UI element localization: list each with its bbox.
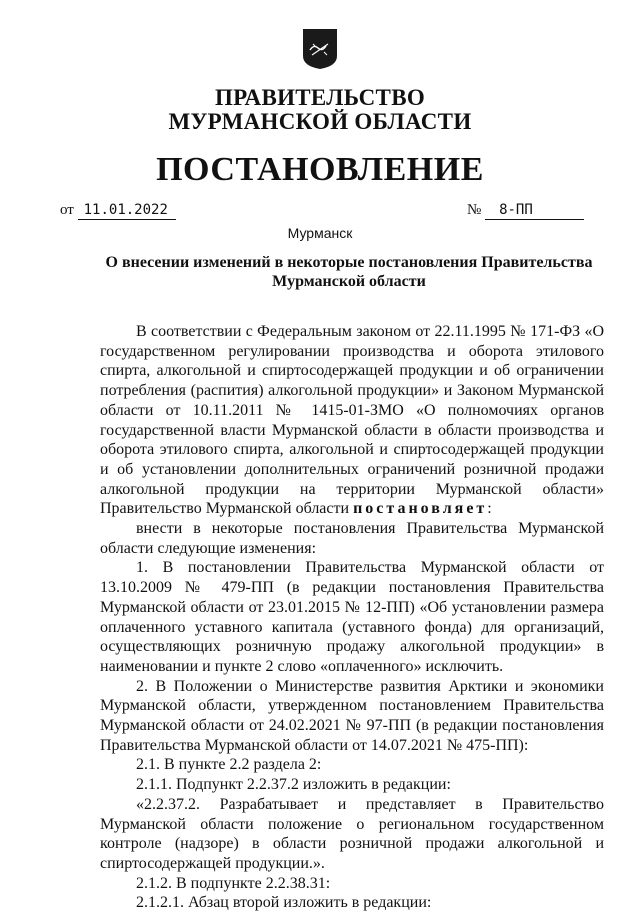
body-paragraph-9: 2.1.2.1. Абзац второй изложить в редакции:	[136, 894, 432, 912]
date-line	[60, 201, 176, 220]
body-paragraph-8: 2.1.2. В подпункте 2.2.38.31:	[136, 874, 331, 892]
body-paragraph-7: «2.2.37.2. Разрабатывает и представляет в Правительство Мурманской области положение о региональном государственном контроле (надзоре) в области розничной продажи алкогольной и спиртосодержащей продукции.».	[100, 795, 604, 872]
number-line	[467, 201, 584, 220]
coat-of-arms-emblem	[302, 28, 338, 70]
document-number: 8-ПП	[485, 201, 584, 220]
body-paragraph-5: 2.1. В пункте 2.2 раздела 2:	[136, 756, 322, 774]
body-paragraph-4: 2. В Положении о Министерстве развития Арктики и экономики Мурманской области, утвержденном постановлением Правительства Мурманской области от 24.02.2021 № 97-ПП (в редакции постановления Правительства Мурманской области от 14.07.2021 № 475-ПП):	[100, 677, 604, 754]
body-paragraph-2: внести в некоторые постановления Правительства Мурманской области следующие изменения:	[100, 520, 604, 557]
date-prefix: от	[60, 202, 74, 218]
body-paragraph-3: 1. В постановлении Правительства Мурманской области от 13.10.2009 № 479-ПП (в редакции постановления Правительства Мурманской области от 23.01.2015 № 12-ПП) «Об установлении размера оплаченного уставного капитала (уставного фонда) для организаций, осуществляющих розничную продажу алкогольной продукции» в наименовании и пункте 2 слово «оплаченного» исключить.	[100, 559, 604, 675]
body-paragraph-1: В соответствии с Федеральным законом от 22.11.1995 № 171-ФЗ «О государственном регулировании производства и оборота этилового спирта, алкогольной и спиртосодержащей продукции и об ограничении потребления (распития) алкогольной продукции» и Законом Мурманской области от 10.11.2011 № 1415-01-ЗМО «О полномочиях органов государственной власти Мурманской области в области производства и оборота этилового спирта, алкогольной и спиртосодержащей продукции и об установлении дополнительных ограничений розничной продажи алкогольной продукции на территории Мурманской области» Правительство Мурманской области постановляет:	[100, 323, 604, 518]
city-name: Мурманск	[287, 225, 353, 241]
document-body	[100, 322, 604, 913]
body-paragraph-6: 2.1.1. Подпункт 2.2.37.2 изложить в редакции:	[136, 776, 451, 794]
document-date: 11.01.2022	[78, 201, 176, 220]
document-type-title: ПОСТАНОВЛЕНИЕ	[156, 151, 484, 188]
org-name-line1: ПРАВИТЕЛЬСТВО	[214, 85, 426, 110]
preamble-text: В соответствии с Федеральным законом от 22.11.1995 № 171-ФЗ «О государственном регулировании производства и оборота этилового спирта, алкогольной и спиртосодержащей продукции и об ограничении потребления (распития) алкогольной продукции» и Законом Мурманской области от 10.11.2011 № 1415-01-ЗМО «О полномочиях органов государственной власти Мурманской области в области производства и оборота этилового спирта, алкогольной и спиртосодержащей продукции и об установлении дополнительных ограничений розничной продажи алкогольной продукции на территории Мурманской области» Правительство Мурманской области	[100, 323, 604, 518]
emblem-shield-icon	[302, 28, 338, 70]
number-prefix: №	[467, 202, 482, 218]
decree-word: постановляет	[353, 500, 488, 518]
document-subject: О внесении изменений в некоторые постановления Правительства Мурманской области	[105, 254, 593, 290]
org-name-line2: МУРМАНСКОЙ ОБЛАСТИ	[168, 109, 472, 134]
